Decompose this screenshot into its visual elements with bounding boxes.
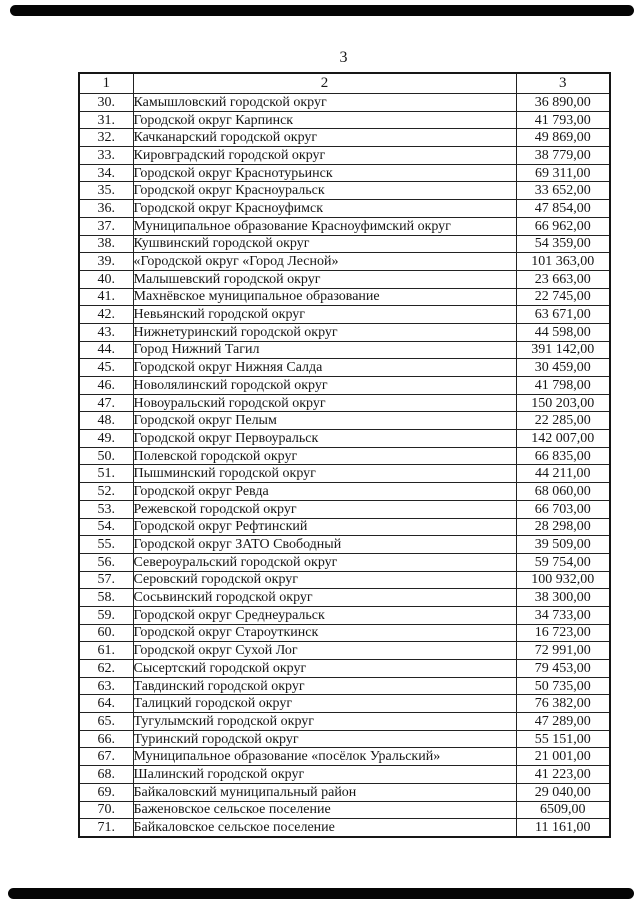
table-row <box>79 288 610 306</box>
municipality-name: Качканарский городской округ <box>133 129 516 147</box>
municipality-name: Талицкий городской округ <box>133 695 516 713</box>
table-row <box>79 200 610 218</box>
municipality-name: Городской округ Первоуральск <box>133 430 516 448</box>
row-number: 32. <box>79 129 133 147</box>
amount-value: 150 203,00 <box>516 394 610 412</box>
municipality-name: Городской округ ЗАТО Свободный <box>133 536 516 554</box>
row-number: 61. <box>79 642 133 660</box>
table-row <box>79 94 610 112</box>
amount-value: 41 798,00 <box>516 377 610 395</box>
table-row <box>79 748 610 766</box>
municipality-name: Североуральский городской округ <box>133 553 516 571</box>
row-number: 51. <box>79 465 133 483</box>
table-row <box>79 129 610 147</box>
municipality-name: Тугулымский городской округ <box>133 713 516 731</box>
municipality-name: Городской округ Краснотурьинск <box>133 164 516 182</box>
table-header-row <box>79 73 610 94</box>
amount-value: 33 652,00 <box>516 182 610 200</box>
row-number: 56. <box>79 553 133 571</box>
amount-value: 38 779,00 <box>516 147 610 165</box>
amount-value: 63 671,00 <box>516 306 610 324</box>
table-row <box>79 270 610 288</box>
municipality-name: Муниципальное образование «посёлок Уральский» <box>133 748 516 766</box>
amount-value: 68 060,00 <box>516 483 610 501</box>
municipality-name: Малышевский городской округ <box>133 270 516 288</box>
municipality-name: Городской округ Пелым <box>133 412 516 430</box>
row-number: 43. <box>79 323 133 341</box>
row-number: 34. <box>79 164 133 182</box>
amount-value: 34 733,00 <box>516 606 610 624</box>
table-row <box>79 589 610 607</box>
amount-value: 66 962,00 <box>516 217 610 235</box>
amount-value: 41 223,00 <box>516 766 610 784</box>
table-row <box>79 323 610 341</box>
municipality-name: Шалинский городской округ <box>133 766 516 784</box>
scan-artifact-top-bar <box>10 5 634 16</box>
amount-value: 54 359,00 <box>516 235 610 253</box>
table-row <box>79 217 610 235</box>
row-number: 46. <box>79 377 133 395</box>
table-row <box>79 660 610 678</box>
amount-value: 50 735,00 <box>516 677 610 695</box>
row-number: 42. <box>79 306 133 324</box>
municipality-name: Полевской городской округ <box>133 447 516 465</box>
amount-value: 142 007,00 <box>516 430 610 448</box>
row-number: 67. <box>79 748 133 766</box>
municipality-name: Городской округ Карпинск <box>133 111 516 129</box>
amount-value: 16 723,00 <box>516 624 610 642</box>
municipality-name: Новоуральский городской округ <box>133 394 516 412</box>
table-row <box>79 412 610 430</box>
amount-value: 79 453,00 <box>516 660 610 678</box>
table-row <box>79 624 610 642</box>
page-number: 3 <box>339 49 348 66</box>
row-number: 60. <box>79 624 133 642</box>
row-number: 69. <box>79 783 133 801</box>
amount-value: 38 300,00 <box>516 589 610 607</box>
table-row <box>79 430 610 448</box>
amount-value: 21 001,00 <box>516 748 610 766</box>
table-row <box>79 253 610 271</box>
table-row <box>79 465 610 483</box>
row-number: 71. <box>79 819 133 837</box>
table-row <box>79 483 610 501</box>
column-header-3: 3 <box>516 73 610 94</box>
table-row <box>79 730 610 748</box>
municipality-name: Баженовское сельское поселение <box>133 801 516 819</box>
amount-value: 69 311,00 <box>516 164 610 182</box>
municipality-name: Байкаловское сельское поселение <box>133 819 516 837</box>
amount-value: 72 991,00 <box>516 642 610 660</box>
table-body <box>79 94 610 837</box>
amount-value: 11 161,00 <box>516 819 610 837</box>
row-number: 59. <box>79 606 133 624</box>
scan-artifact-bottom-bar <box>8 888 634 899</box>
table-row <box>79 713 610 731</box>
table-row <box>79 642 610 660</box>
table-row <box>79 341 610 359</box>
municipality-name: Тавдинский городской округ <box>133 677 516 695</box>
municipality-name: Сысертский городской округ <box>133 660 516 678</box>
row-number: 40. <box>79 270 133 288</box>
row-number: 31. <box>79 111 133 129</box>
amount-value: 47 289,00 <box>516 713 610 731</box>
amount-value: 28 298,00 <box>516 518 610 536</box>
amount-value: 49 869,00 <box>516 129 610 147</box>
table-row <box>79 819 610 837</box>
table-row <box>79 606 610 624</box>
table-row <box>79 111 610 129</box>
column-header-1: 1 <box>79 73 133 94</box>
municipality-name: Городской округ Красноуральск <box>133 182 516 200</box>
amount-value: 22 745,00 <box>516 288 610 306</box>
row-number: 44. <box>79 341 133 359</box>
row-number: 30. <box>79 94 133 112</box>
row-number: 45. <box>79 359 133 377</box>
table-row <box>79 447 610 465</box>
table-row <box>79 377 610 395</box>
row-number: 37. <box>79 217 133 235</box>
table-row <box>79 536 610 554</box>
row-number: 66. <box>79 730 133 748</box>
amount-value: 47 854,00 <box>516 200 610 218</box>
amount-value: 36 890,00 <box>516 94 610 112</box>
row-number: 35. <box>79 182 133 200</box>
table-row <box>79 182 610 200</box>
row-number: 65. <box>79 713 133 731</box>
row-number: 53. <box>79 500 133 518</box>
municipality-name: Туринский городской округ <box>133 730 516 748</box>
amount-value: 39 509,00 <box>516 536 610 554</box>
amount-value: 29 040,00 <box>516 783 610 801</box>
table-row <box>79 394 610 412</box>
municipality-name: Городской округ Среднеуральск <box>133 606 516 624</box>
amount-value: 66 835,00 <box>516 447 610 465</box>
table-row <box>79 571 610 589</box>
row-number: 33. <box>79 147 133 165</box>
row-number: 41. <box>79 288 133 306</box>
amount-value: 30 459,00 <box>516 359 610 377</box>
municipality-name: Городской округ Красноуфимск <box>133 200 516 218</box>
amount-value: 44 211,00 <box>516 465 610 483</box>
row-number: 70. <box>79 801 133 819</box>
row-number: 38. <box>79 235 133 253</box>
municipality-name: Муниципальное образование Красноуфимский округ <box>133 217 516 235</box>
table-row <box>79 801 610 819</box>
row-number: 54. <box>79 518 133 536</box>
table-row <box>79 359 610 377</box>
amount-value: 100 932,00 <box>516 571 610 589</box>
table-row <box>79 518 610 536</box>
amount-value: 55 151,00 <box>516 730 610 748</box>
table-row <box>79 783 610 801</box>
amount-value: 22 285,00 <box>516 412 610 430</box>
municipality-name: Кушвинский городской округ <box>133 235 516 253</box>
municipality-name: Кировградский городской округ <box>133 147 516 165</box>
table-row <box>79 695 610 713</box>
column-header-2: 2 <box>133 73 516 94</box>
municipality-name: Городской округ Рефтинский <box>133 518 516 536</box>
row-number: 68. <box>79 766 133 784</box>
municipality-name: Городской округ Староуткинск <box>133 624 516 642</box>
row-number: 36. <box>79 200 133 218</box>
municipality-name: Нижнетуринский городской округ <box>133 323 516 341</box>
municipality-name: Городской округ Ревда <box>133 483 516 501</box>
row-number: 49. <box>79 430 133 448</box>
amount-value: 44 598,00 <box>516 323 610 341</box>
row-number: 62. <box>79 660 133 678</box>
municipality-name: Байкаловский муниципальный район <box>133 783 516 801</box>
row-number: 58. <box>79 589 133 607</box>
municipality-name: Городской округ Сухой Лог <box>133 642 516 660</box>
amount-value: 23 663,00 <box>516 270 610 288</box>
row-number: 55. <box>79 536 133 554</box>
municipality-name: Камышловский городской округ <box>133 94 516 112</box>
municipalities-table <box>78 72 611 838</box>
amount-value: 391 142,00 <box>516 341 610 359</box>
table-row <box>79 766 610 784</box>
table-row <box>79 164 610 182</box>
municipality-name: Городской округ Нижняя Салда <box>133 359 516 377</box>
municipality-name: «Городской округ «Город Лесной» <box>133 253 516 271</box>
row-number: 47. <box>79 394 133 412</box>
row-number: 39. <box>79 253 133 271</box>
row-number: 48. <box>79 412 133 430</box>
table-row <box>79 235 610 253</box>
table-row <box>79 147 610 165</box>
municipality-name: Сосьвинский городской округ <box>133 589 516 607</box>
row-number: 52. <box>79 483 133 501</box>
municipality-name: Режевской городской округ <box>133 500 516 518</box>
amount-value: 76 382,00 <box>516 695 610 713</box>
amount-value: 101 363,00 <box>516 253 610 271</box>
amount-value: 6509,00 <box>516 801 610 819</box>
row-number: 50. <box>79 447 133 465</box>
row-number: 57. <box>79 571 133 589</box>
municipality-name: Серовский городской округ <box>133 571 516 589</box>
amount-value: 59 754,00 <box>516 553 610 571</box>
table-row <box>79 306 610 324</box>
row-number: 63. <box>79 677 133 695</box>
municipality-name: Город Нижний Тагил <box>133 341 516 359</box>
municipality-name: Невьянский городской округ <box>133 306 516 324</box>
row-number: 64. <box>79 695 133 713</box>
municipality-name: Новолялинский городской округ <box>133 377 516 395</box>
municipality-name: Махнёвское муниципальное образование <box>133 288 516 306</box>
municipality-name: Пышминский городской округ <box>133 465 516 483</box>
amount-value: 41 793,00 <box>516 111 610 129</box>
table-row <box>79 677 610 695</box>
table-row <box>79 500 610 518</box>
table-row <box>79 553 610 571</box>
amount-value: 66 703,00 <box>516 500 610 518</box>
